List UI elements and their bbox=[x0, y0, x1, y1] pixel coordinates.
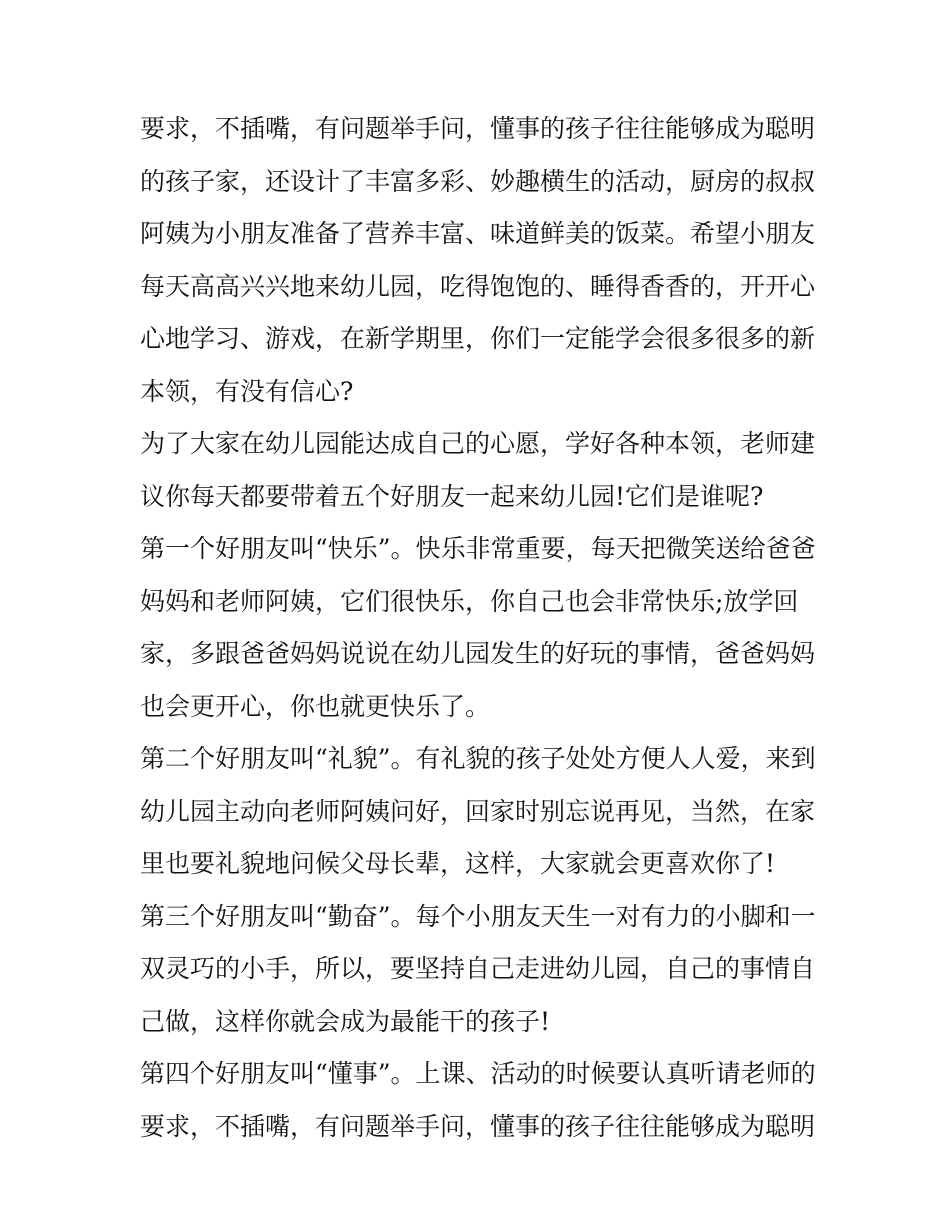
text-line: 也会更开心，你也就更快乐了。 bbox=[140, 691, 491, 721]
text-line: 里也要礼貌地问候父母长辈，这样，大家就会更喜欢你了! bbox=[140, 849, 776, 878]
text-line: 要求，不插嘴，有问题举手问，懂事的孩子往往能够成为聪明 bbox=[140, 114, 816, 143]
text-line: 心地学习、游戏，在新学期里，你们一定能学会很多很多的新 bbox=[140, 324, 816, 353]
text-line: 的孩子家，还设计了丰富多彩、妙趣横生的活动，厨房的叔叔 bbox=[140, 166, 816, 196]
text-line: 本领，有没有信心? bbox=[140, 376, 354, 406]
text-line: 第一个好朋友叫“快乐”。快乐非常重要，每天把微笑送给爸爸 bbox=[140, 534, 816, 563]
text-line: 第二个好朋友叫“礼貌”。有礼貌的孩子处处方便人人爱，来到 bbox=[140, 744, 816, 773]
text-line: 双灵巧的小手，所以，要坚持自己走进幼儿园，自己的事情自 bbox=[140, 954, 816, 983]
text-line: 议你每天都要带着五个好朋友一起来幼儿园!它们是谁呢? bbox=[140, 481, 764, 511]
text-line: 第四个好朋友叫“懂事”。上课、活动的时候要认真听请老师的 bbox=[140, 1059, 816, 1088]
text-line: 要求，不插嘴，有问题举手问，懂事的孩子往往能够成为聪明 bbox=[140, 1111, 816, 1141]
text-line: 妈妈和老师阿姨，它们很快乐，你自己也会非常快乐;放学回 bbox=[140, 586, 799, 616]
text-line: 家，多跟爸爸妈妈说说在幼儿园发生的好玩的事情，爸爸妈妈 bbox=[140, 639, 816, 668]
text-line: 为了大家在幼儿园能达成自己的心愿，学好各种本领，老师建 bbox=[140, 429, 816, 458]
text-line: 己做，这样你就会成为最能干的孩子! bbox=[140, 1006, 551, 1036]
text-line: 幼儿园主动向老师阿姨问好，回家时别忘说再见，当然，在家 bbox=[140, 796, 816, 826]
text-line: 每天高高兴兴地来幼儿园，吃得饱饱的、睡得香香的，开开心 bbox=[140, 271, 816, 301]
text-line: 阿姨为小朋友准备了营养丰富、味道鲜美的饭菜。希望小朋友 bbox=[140, 219, 816, 248]
document-body bbox=[140, 103, 820, 1153]
text-line: 第三个好朋友叫“勤奋”。每个小朋友天生一对有力的小脚和一 bbox=[140, 901, 816, 931]
